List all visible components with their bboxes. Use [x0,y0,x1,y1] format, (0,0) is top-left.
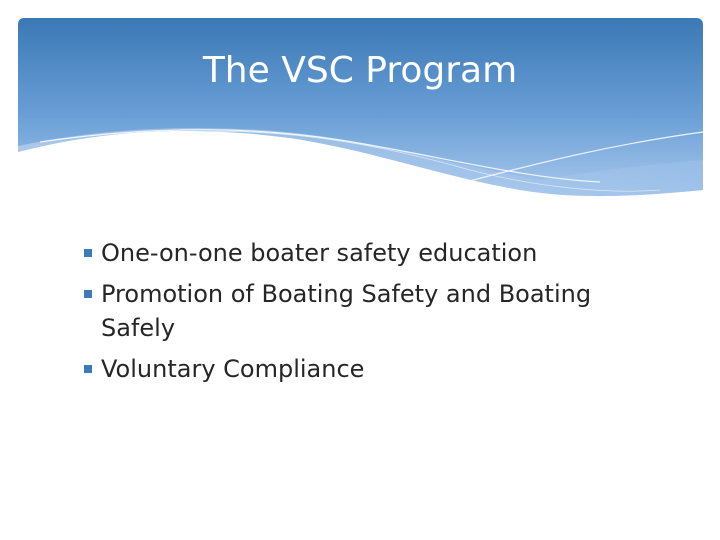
bullet-text: Voluntary Compliance [101,355,365,383]
square-bullet-icon [84,249,92,257]
bullet-item [84,236,644,270]
bullet-item [84,277,644,345]
square-bullet-icon [84,365,92,373]
bullet-text: Promotion of Boating Safety and Boating Safely [101,280,592,342]
wave-banner-graphic [0,0,720,210]
bullet-text: One-on-one boater safety education [101,239,538,267]
slide-title: The VSC Program [202,50,518,91]
bullet-list [84,236,644,393]
title-banner [0,0,720,210]
bullet-item [84,352,644,386]
square-bullet-icon [84,290,92,298]
